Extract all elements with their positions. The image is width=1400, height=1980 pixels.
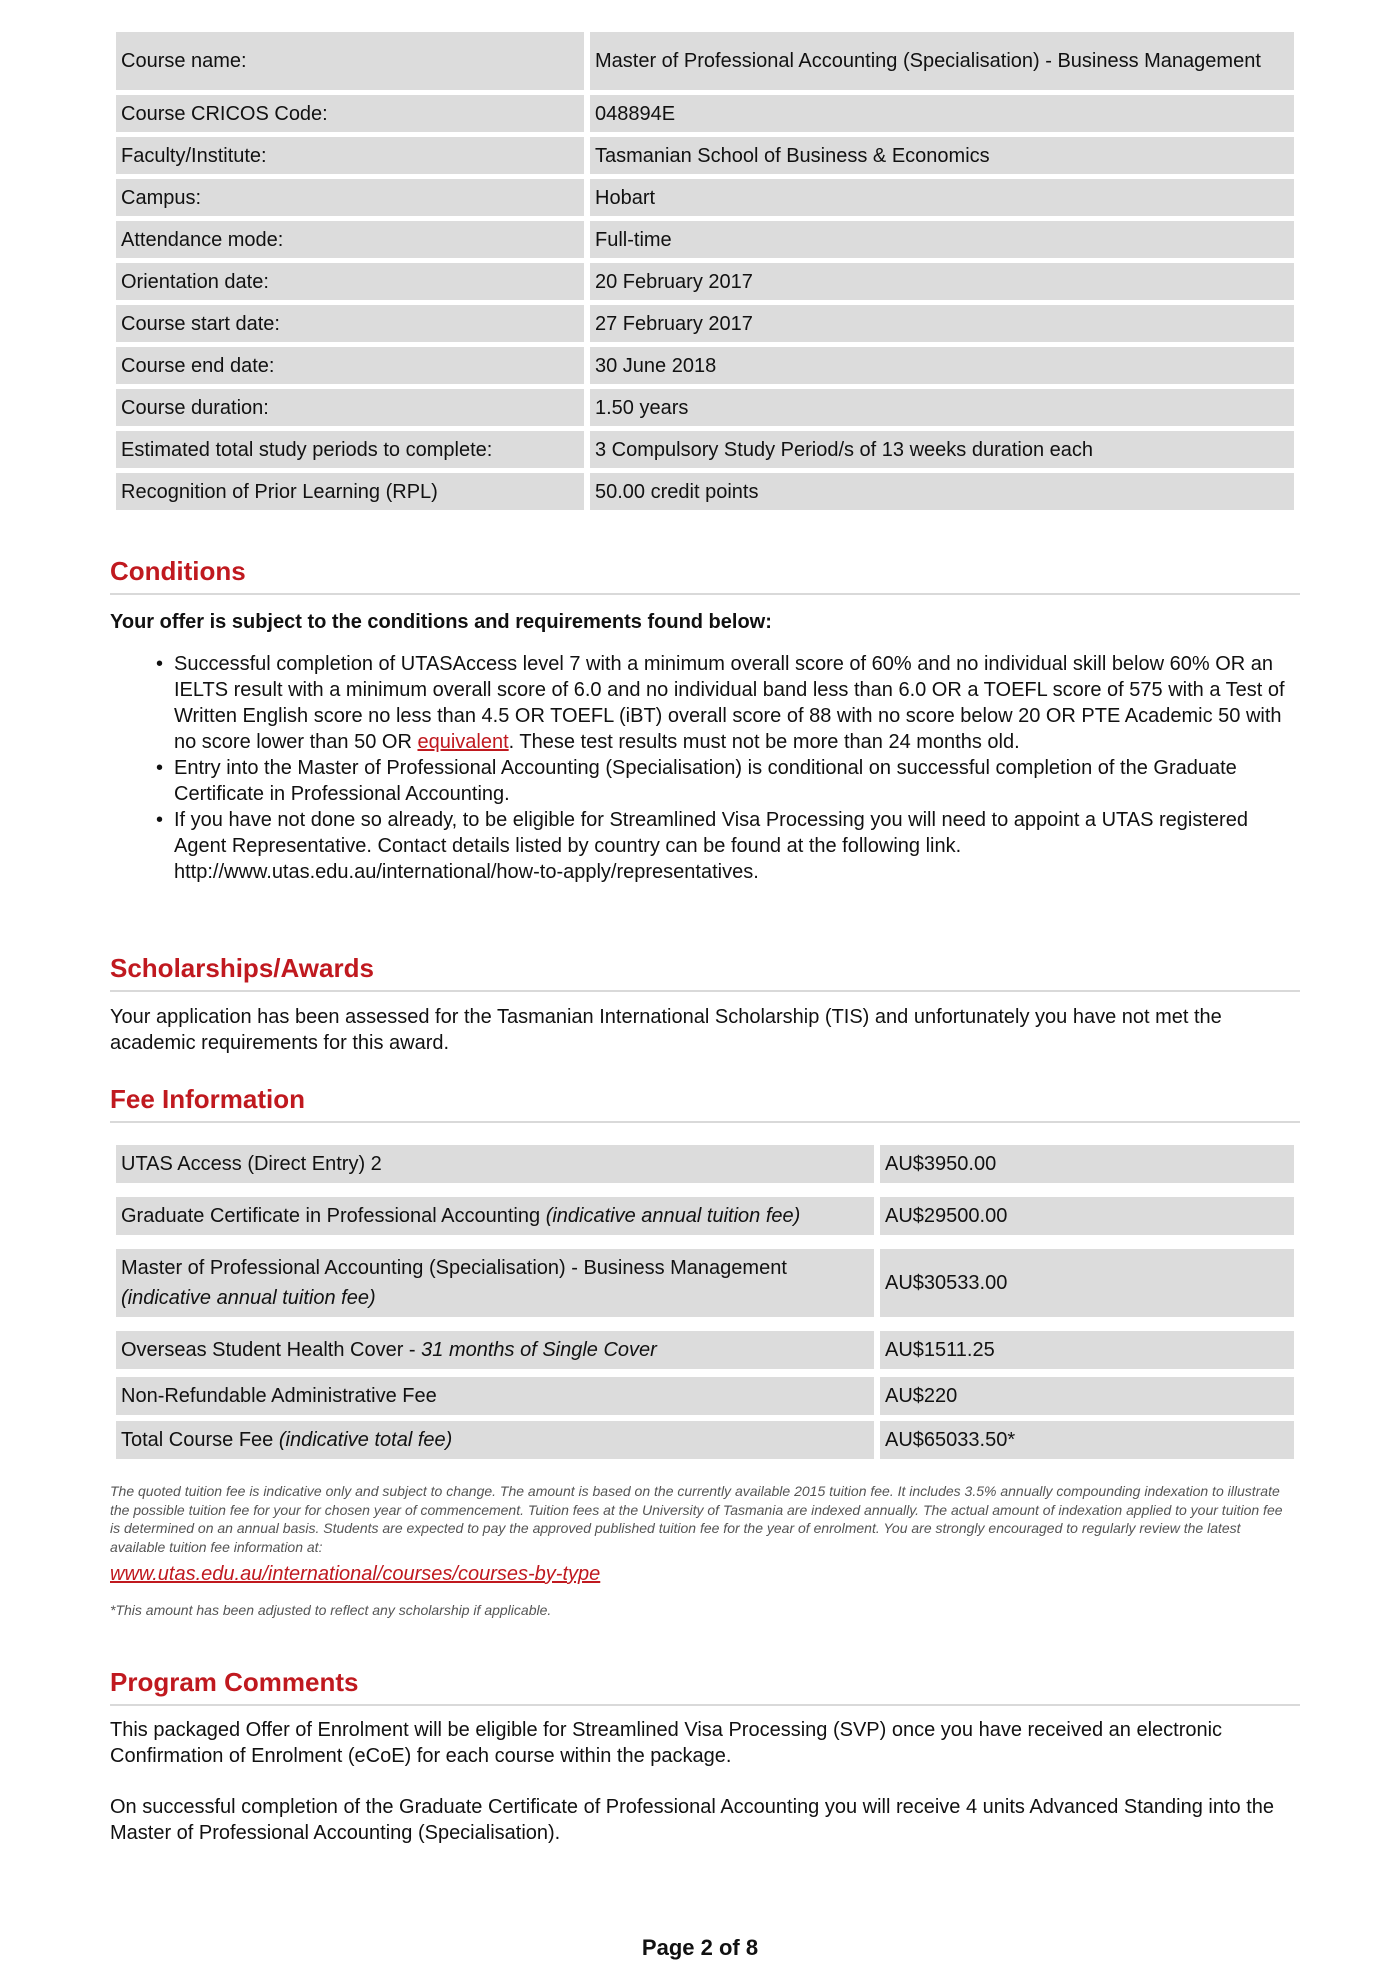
campus-label: Campus: [116, 179, 584, 216]
duration-value: 1.50 years [590, 389, 1294, 426]
fee-label [116, 1377, 874, 1415]
program-comment-advanced-standing: On successful completion of the Graduate Certificate of Professional Accounting you will receive 4 units Advanced Standing into the Master of Professional Accounting (Specialisation). [110, 1796, 1274, 1844]
scholarship-footnote: *This amount has been adjusted to reflect any scholarship if applicable. [110, 1602, 552, 1618]
table-row [116, 1421, 1294, 1459]
course-details-table [116, 32, 1294, 515]
table-row [116, 431, 1294, 468]
fee-amount: AU$29500.00 [880, 1197, 1294, 1235]
list-item [156, 651, 1286, 755]
fee-label-text: Graduate Certificate in Professional Accounting [121, 1205, 541, 1227]
fee-label-text: Non-Refundable Administrative Fee [121, 1385, 437, 1407]
fee-amount: AU$1511.25 [880, 1331, 1294, 1369]
scholarships-heading: Scholarships/Awards [110, 953, 1300, 992]
table-row [116, 95, 1294, 132]
fee-amount: AU$30533.00 [880, 1249, 1294, 1317]
cricos-code-label: Course CRICOS Code: [116, 95, 584, 132]
fee-amount: AU$220 [880, 1377, 1294, 1415]
course-name-label: Course name: [116, 32, 584, 90]
program-comments-heading: Program Comments [110, 1667, 1300, 1706]
fee-label [116, 1249, 874, 1317]
fee-label-text: Overseas Student Health Cover - [121, 1339, 416, 1361]
table-row [116, 263, 1294, 300]
fee-label-text: UTAS Access (Direct Entry) 2 [121, 1153, 382, 1175]
program-comment-svp: This packaged Offer of Enrolment will be eligible for Streamlined Visa Processing (SVP) once you have received an electronic Confirmation of Enrolment (eCoE) for each course within the package. [110, 1719, 1223, 1767]
fee-label [116, 1197, 874, 1235]
table-row [116, 347, 1294, 384]
scholarships-text: Your application has been assessed for the Tasmanian International Scholarship (TIS) and unfortunately you have not met the academic requirements for this award. [110, 1006, 1222, 1054]
fee-label [116, 1145, 874, 1183]
fee-label [116, 1331, 874, 1369]
fee-amount: AU$3950.00 [880, 1145, 1294, 1183]
fee-label [116, 1421, 874, 1459]
campus-value: Hobart [590, 179, 1294, 216]
fee-label-note: 31 months of Single Cover [421, 1339, 657, 1361]
condition-english-text-end: . These test results must not be more than 24 months old. [508, 731, 1020, 753]
condition-english-text: Successful completion of UTASAccess level 7 with a minimum overall score of 60% and no individual skill below 60% OR an IELTS result with a minimum overall score of 6.0 and no individual band less than 6.0 OR a TOEFL score of 575 with a Test of Written English score no less than 4.5 OR TOEFL (iBT) overall score of 88 with no score below 20 OR PTE Academic 50 with no score lower than 50 OR [174, 653, 1285, 753]
orientation-date-value: 20 February 2017 [590, 263, 1294, 300]
table-row [116, 179, 1294, 216]
equivalent-link[interactable]: equivalent [417, 731, 509, 753]
fee-amount: AU$65033.50* [880, 1421, 1294, 1459]
attendance-mode-value: Full-time [590, 221, 1294, 258]
faculty-label: Faculty/Institute: [116, 137, 584, 174]
courses-by-type-link[interactable]: www.utas.edu.au/international/courses/courses-by-type [110, 1563, 601, 1585]
course-name-value: Master of Professional Accounting (Specialisation) - Business Management [590, 32, 1294, 90]
list-item: • Entry into the Master of Professional Accounting (Specialisation) is conditional on successful completion of the Graduate Certificate in Professional Accounting. [156, 755, 1286, 807]
fee-information-heading: Fee Information [110, 1084, 1300, 1123]
study-periods-label: Estimated total study periods to complete: [116, 431, 584, 468]
fee-table [116, 1145, 1294, 1464]
conditions-intro: Your offer is subject to the conditions and requirements found below: [110, 611, 772, 633]
fee-label-note: (indicative total fee) [278, 1429, 453, 1451]
conditions-list [156, 651, 1286, 885]
study-periods-value: 3 Compulsory Study Period/s of 13 weeks duration each [590, 431, 1294, 468]
rpl-value: 50.00 credit points [590, 473, 1294, 510]
table-row [116, 1197, 1294, 1235]
table-row [116, 1377, 1294, 1415]
faculty-value: Tasmanian School of Business & Economics [590, 137, 1294, 174]
cricos-code-value: 048894E [590, 95, 1294, 132]
fee-label-note: (indicative annual tuition fee) [121, 1287, 376, 1309]
table-row [116, 1249, 1294, 1317]
duration-label: Course duration: [116, 389, 584, 426]
fee-label-note: (indicative annual tuition fee) [545, 1205, 801, 1227]
table-row [116, 389, 1294, 426]
table-row [116, 221, 1294, 258]
table-row [116, 1331, 1294, 1369]
start-date-label: Course start date: [116, 305, 584, 342]
table-row [116, 1145, 1294, 1183]
end-date-value: 30 June 2018 [590, 347, 1294, 384]
table-row [116, 32, 1294, 90]
start-date-value: 27 February 2017 [590, 305, 1294, 342]
fee-link-wrap [110, 1561, 1290, 1587]
conditions-heading: Conditions [110, 556, 1300, 595]
table-row [116, 473, 1294, 510]
fee-label-text: Master of Professional Accounting (Specialisation) - Business Management [121, 1257, 787, 1279]
fee-label-text: Total Course Fee [121, 1429, 274, 1451]
list-item: • If you have not done so already, to be eligible for Streamlined Visa Processing you will need to appoint a UTAS registered Agent Representative. Contact details listed by country can be found at the following link. http://www.utas.edu.au/international/how-to-apply/representatives. [156, 807, 1286, 885]
end-date-label: Course end date: [116, 347, 584, 384]
table-row [116, 137, 1294, 174]
page-number: Page 2 of 8 [641, 1935, 759, 1960]
table-row [116, 305, 1294, 342]
rpl-label: Recognition of Prior Learning (RPL) [116, 473, 584, 510]
orientation-date-label: Orientation date: [116, 263, 584, 300]
fee-disclaimer: The quoted tuition fee is indicative only and subject to change. The amount is based on the currently available 2015 tuition fee. It includes 3.5% annually compounding indexation to illustrate the possible tuition fee for your for chosen year of commencement. Tuition fees at the University of Tasmania are indexed annually. The actual amount of indexation applied to your tuition fee is determined on an annual basis. Students are expected to pay the approved published tuition fee for the year of enrolment. You are strongly encouraged to regularly review the latest available tuition fee information at: [110, 1483, 1283, 1555]
attendance-mode-label: Attendance mode: [116, 221, 584, 258]
